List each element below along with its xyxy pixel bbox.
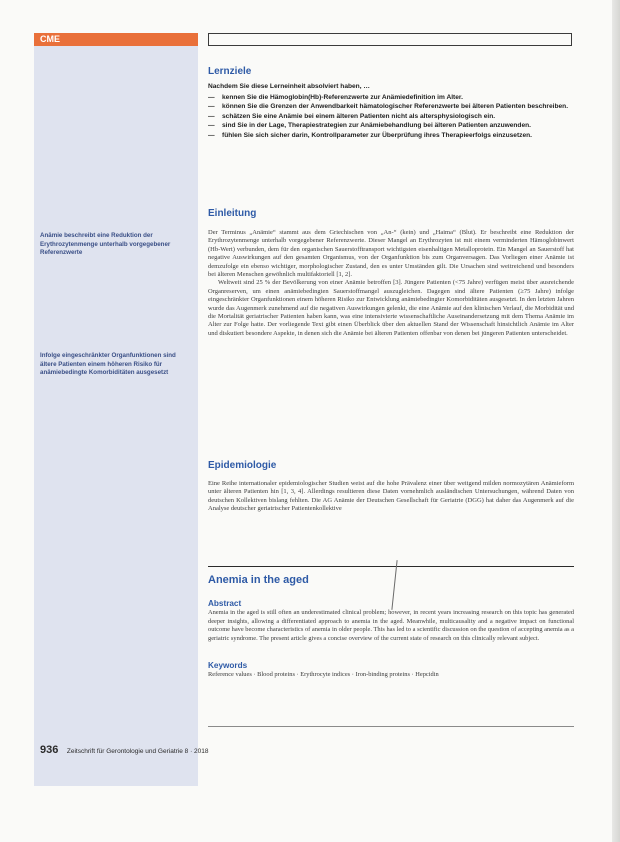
dash-bullet: — — [208, 122, 215, 130]
keywords-text: Reference values · Blood proteins · Erythrocyte indices · Iron-binding proteins · Hepcidin — [208, 671, 439, 679]
margin-sidebar — [34, 46, 198, 786]
list-item: — kennen Sie die Hämoglobin(Hb)-Referenzwerte zur Anämiedefinition im Alter. — [208, 94, 463, 101]
dash-bullet: — — [208, 103, 215, 111]
einleitung-section — [208, 208, 574, 338]
list-item: — sind Sie in der Lage, Therapiestrategien zur Anämiebehandlung bei älteren Patienten anzuwenden. — [208, 122, 531, 130]
lernziele-heading: Lernziele — [208, 66, 252, 77]
dash-bullet: — — [208, 112, 215, 120]
epidemiologie-section — [208, 460, 574, 514]
header-rule-box — [208, 33, 572, 46]
list-item: — schätzen Sie eine Anämie bei einem älteren Patienten nicht als altersphysiologisch ein. — [208, 112, 496, 120]
list-item: — können Sie die Grenzen der Anwendbarkeit hämatologischer Referenzwerte bei älteren Patienten beschreiben. — [208, 103, 569, 111]
abstract-bottom-rule — [208, 726, 574, 727]
list-item: — fühlen Sie sich sicher darin, Kontrollparameter zur Überprüfung ihres Therapieerfolgs einzusetzen. — [208, 131, 532, 139]
keywords-heading: Keywords — [208, 661, 248, 671]
einleitung-paragraph-2: Weltweit sind 25 % der Bevölkerung von einer Anämie betroffen [3]. Jüngere Patienten (<75 Jahre) verfügen meist über ausreichende Organreserven, um einen anämiebedingten Sauerstoffmangel auszugleichen. Dagegen sind ältere Patienten (≥75 Jahre) infolge eingeschränkter Organfunktionen einem höheren Risiko zur Entwicklung anämiebedingter Komorbiditäten ausgesetzt. In den letzten Jahren wurde das Augenmerk zunehmend auf die negativen Auswirkungen gelenkt, die eine Anämie auf den klinischen Verlauf, die Morbidität und die Mortalität geriatrischer Patienten haben kann, was eine intensivierte wissenschaftliche Auseinandersetzung mit dem Thema Anämie im Alter zur Folge hatte. Der vorliegende Text gibt einen Überblick über den aktuellen Stand der Wissenschaft hinsichtlich Anämie im Alter und diskutiert besondere Aspekte, in denen sich die Anämie bei älteren Patienten offenbar von denen bei jüngeren Patienten unterscheidet. — [208, 279, 574, 337]
lernziele-list — [208, 93, 574, 140]
cme-label: CME — [34, 33, 198, 46]
lernziele-intro: Nachdem Sie diese Lerneinheit absolviert haben, … — [208, 83, 370, 90]
dash-bullet: — — [208, 94, 215, 101]
page-footer — [40, 744, 209, 756]
epidemiologie-paragraph-1: Eine Reihe internationaler epidemiologischer Studien weist auf die hohe Prävalenz einer über weitgend milden normozytären Anämieform unter älteren Patienten hin [1, 3, 4]. Allerdings resultieren diese Daten vornehmlich ausländischen Untersuchungen, während Daten von deutschen Kollektiven bislang fehlten. Die AG Anämie der Deutschen Gesellschaft für Geriatrie (DGG) hat daher das Augenmerk auf die Analyse deutscher geriatrischer Patientenkollektive — [208, 480, 574, 513]
einleitung-paragraph-1: Der Terminus „Anämie“ stammt aus dem Griechischen von „An-“ (kein) und „Haima“ (Blut). Er beschreibt eine Reduktion der Erythrozytenmenge unterhalb vorgegebener Referenzwerte. Dieser Mangel an Erythrozyten ist mit einem verminderten Hämoglobinwert (Hb-Wert) verbunden, dem für den organischen Sauerstofftransport wichtigsten eisenhaltigen Metalloprotein. Ein Mangel an Sauerstoff hat negative Auswirkungen auf den gesamten Organismus, von der Organfunktion bis zum Organversagen. Das Vorliegen einer Anämie ist demzufolge ein ebenso wichtiger, morphologischer Zustand, den es unter Umständen gilt. Die Ursachen sind weitreichend und besonders bei älteren Menschen gewöhnlich multifaktoriell [1, 2]. — [208, 229, 574, 279]
epidemiologie-heading: Epidemiologie — [208, 460, 277, 471]
einleitung-heading: Einleitung — [208, 208, 257, 219]
lernziele-section — [208, 66, 574, 140]
abstract-heading: Abstract — [208, 599, 242, 608]
margin-note-anemia-definition: Anämie beschreibt eine Reduktion der Erythrozytenmenge unterhalb vorgegebener Referenzwerte — [40, 232, 171, 257]
scan-edge — [612, 0, 620, 842]
margin-note-older-patients: Infolge eingeschränkter Organfunktionen sind ältere Patienten einem höheren Risiko für anämiebedingte Komorbiditäten ausgesetzt — [40, 352, 176, 377]
english-abstract-section — [208, 599, 574, 680]
journal-citation: Zeitschrift für Gerontologie und Geriatrie 8 · 2018 — [66, 748, 209, 755]
english-title: Anemia in the aged — [208, 574, 309, 586]
abstract-text: Anemia in the aged is still often an underestimated clinical problem; however, in recent years increasing research on this topic has generated deeper insights, allowing a differentiated approach to anemia in the aged. Meanwhile, multicausality and a negative impact on functional outcome have become characteristics of anemia in older people. This has led to a scientific discussion on the question of accepting anemia as a geriatric syndrome. The present article gives a concise overview of the current state of research on this clinically relevant subject. — [208, 609, 574, 642]
page-number: 936 — [40, 744, 59, 756]
dash-bullet: — — [208, 131, 215, 139]
